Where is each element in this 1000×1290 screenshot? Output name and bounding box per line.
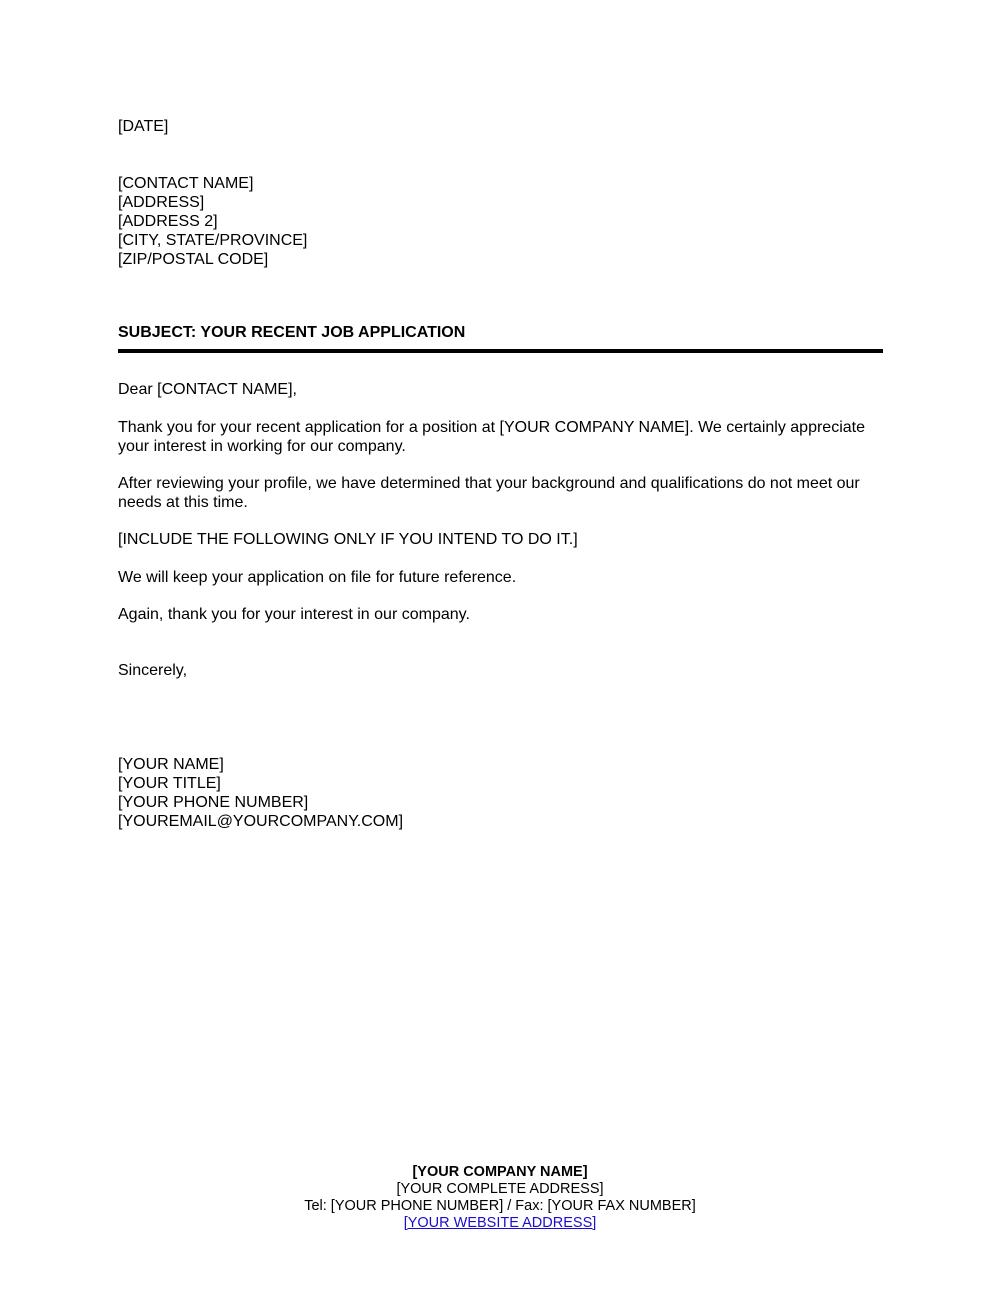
footer-contact: Tel: [YOUR PHONE NUMBER] / Fax: [YOUR FAX NUMBER] xyxy=(304,1198,696,1214)
paragraph-text: Again, thank you for your interest in our company. xyxy=(118,606,470,623)
body-paragraph-1 xyxy=(118,418,884,456)
body-paragraph-3 xyxy=(118,530,884,549)
paragraph-text: Thank you for your recent application for a position at [YOUR COMPANY NAME]. We certainly appreciate your interest in working for our company. xyxy=(118,419,865,455)
recipient-address xyxy=(118,174,884,269)
subject-line: SUBJECT: YOUR RECENT JOB APPLICATION xyxy=(118,324,466,341)
salutation xyxy=(118,380,884,399)
footer-website-link[interactable]: [YOUR WEBSITE ADDRESS] xyxy=(403,1215,597,1231)
footer-address: [YOUR COMPLETE ADDRESS] xyxy=(396,1181,604,1197)
subject-divider xyxy=(118,349,883,353)
paragraph-text: We will keep your application on file for future reference. xyxy=(118,569,517,586)
recipient-address-line2: [ADDRESS 2] xyxy=(118,213,218,230)
date-text: [DATE] xyxy=(118,118,169,135)
closing-text: Sincerely, xyxy=(118,662,188,679)
signature-name: [YOUR NAME] xyxy=(118,756,224,773)
paragraph-text: [INCLUDE THE FOLLOWING ONLY IF YOU INTEND TO DO IT.] xyxy=(118,531,578,548)
recipient-name: [CONTACT NAME] xyxy=(118,175,254,192)
letter-date xyxy=(118,117,884,136)
letter-footer xyxy=(0,1164,1000,1232)
paragraph-text: After reviewing your profile, we have determined that your background and qualifications do not meet our needs at this time. xyxy=(118,475,860,511)
salutation-text: Dear [CONTACT NAME], xyxy=(118,381,297,398)
closing xyxy=(118,661,884,680)
recipient-city-state: [CITY, STATE/PROVINCE] xyxy=(118,232,308,249)
signature-block xyxy=(118,755,884,831)
signature-phone: [YOUR PHONE NUMBER] xyxy=(118,794,309,811)
footer-website-line xyxy=(0,1215,1000,1232)
signature-email: [YOUREMAIL@YOURCOMPANY.COM] xyxy=(118,813,404,830)
recipient-zip: [ZIP/POSTAL CODE] xyxy=(118,251,269,268)
body-paragraph-4 xyxy=(118,568,884,587)
signature-title: [YOUR TITLE] xyxy=(118,775,221,792)
recipient-address-line1: [ADDRESS] xyxy=(118,194,205,211)
body-paragraph-5 xyxy=(118,605,884,624)
body-paragraph-2 xyxy=(118,474,884,512)
footer-company-name: [YOUR COMPANY NAME] xyxy=(412,1164,588,1180)
